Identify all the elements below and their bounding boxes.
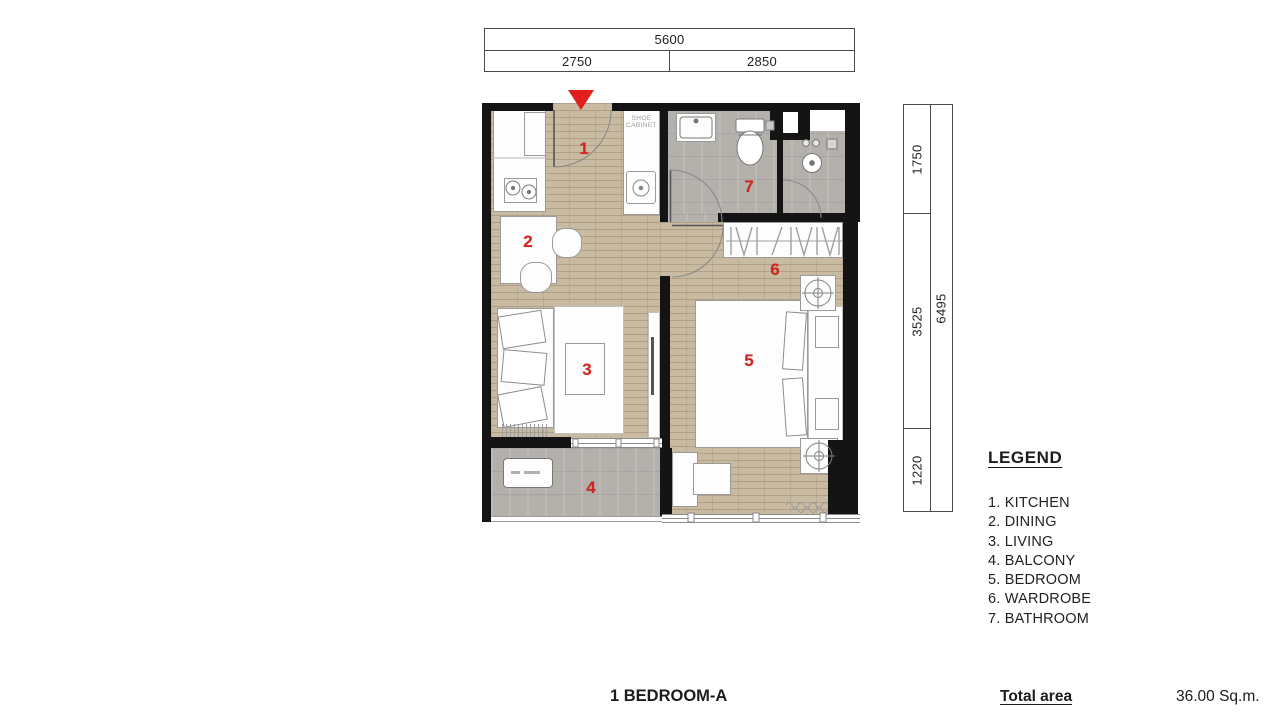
sofa-pillow [498,310,547,349]
room-number-dining: 2 [523,232,533,251]
room-number-wardrobe: 6 [770,260,780,279]
legend-list [988,494,1091,629]
legend-item: 2. DINING [988,514,1057,531]
unit-type-title: 1 BEDROOM-A [610,687,728,705]
tv-stand [693,463,731,495]
legend-item: 5. BEDROOM [988,572,1082,589]
top-dimension-table [484,28,855,72]
bed-pillow [782,311,807,370]
dim-top-total: 5600 [485,29,854,51]
room-number-bathroom: 7 [744,177,754,196]
bedroom-window [662,514,860,523]
wall-segment [843,222,858,440]
duct-shaft [783,112,798,133]
wall-segment [777,140,783,218]
legend-item: 4. BALCONY [988,552,1076,569]
wardrobe-cabinet [723,222,843,258]
ac-condenser-unit [503,458,553,488]
room-number-balcony: 4 [586,478,596,497]
legend [988,448,1091,629]
tv-panel [648,312,660,438]
balcony-railing [491,516,662,522]
wall-segment [660,276,670,448]
room-number-living: 3 [582,360,592,379]
dim-right-middle: 3525 [904,214,931,429]
tv-icon [651,337,654,395]
legend-item: 6. WARDROBE [988,591,1092,608]
total-area-label: Total area [1000,688,1073,705]
right-dimension-table [903,104,953,512]
wall-segment [845,103,860,222]
wall-segment [491,437,571,448]
nightstand [815,316,839,348]
dim-right-total: 6495 [934,292,949,324]
sofa-pillow [501,349,548,386]
wall-segment [482,103,491,522]
total-area-value: 36.00 Sq.m. [1176,688,1260,705]
legend-item: 1. KITCHEN [988,495,1070,511]
wall-segment [660,103,668,222]
dim-top-left: 2750 [561,53,593,69]
dim-right-bottom: 1220 [904,429,931,511]
room-number-kitchen: 1 [579,139,589,158]
floor-bath-threshold [668,214,718,222]
wall-segment [482,103,553,111]
bathroom-sink [676,113,716,142]
wall-segment [660,448,672,522]
wall-segment [828,440,858,514]
room-number-bedroom: 5 [744,351,754,370]
balcony-sliding-door [571,438,662,448]
dining-chair [552,228,582,258]
stove [504,178,537,203]
duct-shaft [810,110,845,131]
nightstand [815,398,839,430]
washing-machine [626,171,656,204]
fridge [524,112,546,156]
ac-cassette [800,275,836,311]
rug-fringe [502,424,550,437]
legend-item: 7. BATHROOM [988,610,1090,627]
dim-right-top: 1750 [904,105,931,214]
shoe-cabinet-label: SHOE CABINET [626,115,657,129]
entrance-arrow-icon [568,90,594,110]
dining-chair [520,262,552,293]
legend-item: 3. LIVING [988,533,1054,550]
wall-segment [612,103,770,111]
legend-title: LEGEND [988,448,1063,467]
bed-pillow [782,377,807,436]
dim-top-right: 2850 [669,51,854,71]
